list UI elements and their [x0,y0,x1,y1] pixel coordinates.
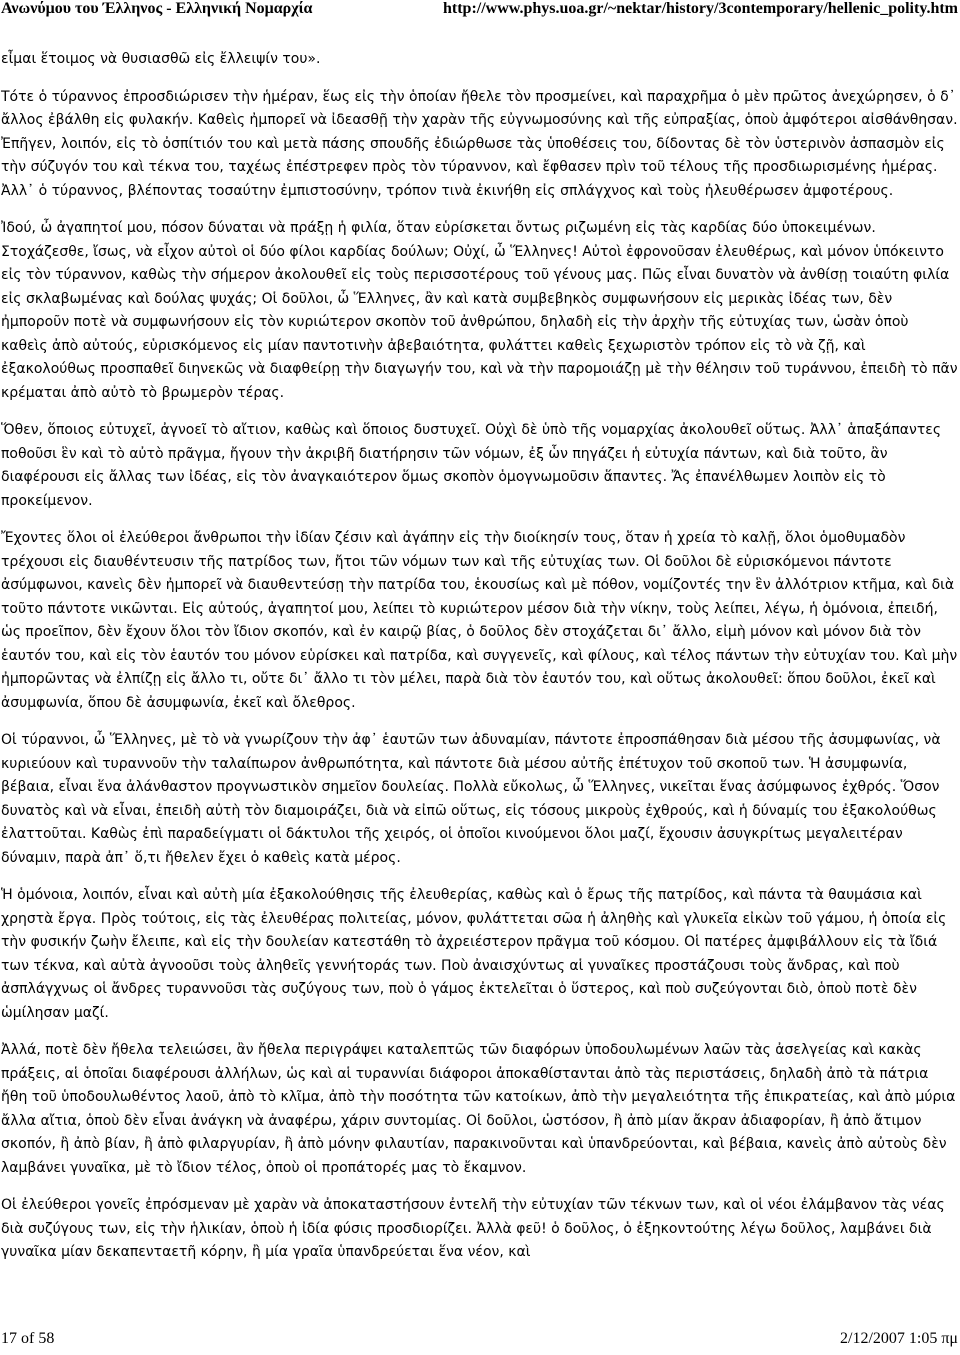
paragraph: Ὅθεν, ὅποιος εὐτυχεῖ, ἀγνοεῖ τὸ αἴτιον, καθὼς καὶ ὅποιος δυστυχεῖ. Οὐχὶ δὲ ὑπὸ τῆς νομαρχίας ἀκολουθεῖ οὕτως. Ἀλλ᾿ ἁπαξάπαντες ποθοῦσι ἓν καὶ τὸ αὐτὸ πρᾶγμα, ἤγουν τὴν ἀκριβῆ διατήρησιν τῶν νόμων, ἐξ ὧν πηγάζει ἡ εὐτυχία πάντων, καὶ διὰ τοῦτο, ἂν διαφέρουσι εἰς ἄλλας των ἰδέας, εἰς τὸν ἀναγκαιότερον ὅμως σκοπὸν ὁμογνωμοῦσιν ἅπαντες. Ἄς ἐπανέλθωμεν λοιπὸν εἰς τὸ προκείμενον. [1,422,942,509]
print-header [0,0,960,24]
paragraph: Τότε ὁ τύραννος ἐπροσδιώρισεν τὴν ἡμέραν, ἕως εἰς τὴν ὁποίαν ἤθελε τὸν προσμείνει, καὶ παραχρῆμα ὁ μὲν πρῶτος ἀνεχώρησεν, ὁ δ᾿ ἄλλος ἐβάλθη εἰς φυλακήν. Καθεὶς ἠμπορεῖ νὰ ἰδεασθῇ τὴν χαρὰν τῆς εὐγνωμοσύνης καὶ τῆς εὐπραξίας, ὁποὺ ἀμφότεροι αἰσθάνθησαν. Ἐπῆγεν, λοιπόν, εἰς τὸ ὀσπίτιόν του καὶ μετὰ πάσης σπουδῆς ἐδιώρθωσε τὰς ὑποθέσεις του, δίδοντας δὲ τὸν ὑστερινὸν ἀσπασμὸν εἰς τὴν σύζυγόν του καὶ τέκνα του, ταχέως ἐπέστρεφεν πρὸς τὸν τύραννον, καὶ ἔφθασεν πρὶν τοῦ τέλους τῆς προσδιωρισμένης ἡμέρας. Ἀλλ᾿ ὁ τύραννος, βλέποντας τοσαύτην ἐμπιστοσύνην, τρόπον τινὰ ἐκινήθη εἰς σπλάγχνος καὶ τοὺς ἠλευθέρωσεν ἀμφοτέρους. [1,88,958,199]
print-footer [0,1330,960,1352]
paragraph: Ἡ ὁμόνοια, λοιπόν, εἶναι καὶ αὐτὴ μία ἐξακολούθησις τῆς ἐλευθερίας, καθὼς καὶ ὁ ἔρως τῆς πατρίδος, καὶ πάντα τὰ θαυμάσια καὶ χρηστὰ ἔργα. Πρὸς τούτοις, εἰς τὰς ἐλευθέρας πολιτείας, μόνον, φυλάττεται σῶα ἡ ἀληθὴς καὶ γλυκεῖα εἰκὼν τοῦ γάμου, ἡ ὁποία εἰς τὴν φυσικήν ζωὴν ἔλειπε, καὶ εἰς τὴν δουλείαν κατεστάθη τὸ ἀχρειέστερον πρᾶγμα τοῦ κόσμου. Οἱ πατέρες ἀμφιβάλλουν εἰς τὰ ἴδιά των τέκνα, καὶ αὐτὰ ἀγνοοῦσι τοὺς ἀληθεῖς γεννήτοράς των. Ποὺ ἀναισχύντως αἱ γυναῖκες προστάζουσι τοὺς ἄνδρας, καὶ ποὺ ἀσπλάγχνως οἱ ἄνδρες τυραννοῦσι τὰς συζύγους των, ποὺ ὁ γάμος ἐκτελεῖται ὁ ὕστερος, καὶ ποὺ συζεύγονται διὸ, ὁποὺ ποτὲ δὲν ὡμίλησαν μαζί. [1,887,947,1021]
paragraph: Ἀλλά, ποτὲ δὲν ἤθελα τελειώσει, ἂν ἤθελα περιγράψει καταλεπτῶς τῶν διαφόρων ὑποδουλωμένων λαῶν τὰς ἀσελγείας καὶ κακὰς πράξεις, αἱ ὁποῖαι διαφέρουσι ἀλλήλων, ὡς καὶ αἱ τυραννίαι διάφοροι ἀποκαθίστανται ἀπὸ τὰς περιστάσεις, δηλαδὴ ἀπὸ τὰ πάτρια ἤθη τοῦ ὑποδουλωθέντος λαοῦ, ἀπὸ τὸ κλῖμα, ἀπὸ τὴν ποσότητα τῶν κατοίκων, ἀπὸ τὴν μεγαλειότητα τῆς ἐπικρατείας, καὶ ἀπὸ μύρια ἄλλα αἴτια, ὁποὺ δὲν εἶναι ἀνάγκη νὰ ἀναφέρω, χάριν συντομίας. Οἱ δοῦλοι, ὡστόσον, ἢ ἀπὸ μίαν ἄκραν ἀδιαφορίαν, ἢ ἀπὸ ἄτιμον σκοπόν, ἢ ἀπὸ βίαν, ἢ ἀπὸ φιλαργυρίαν, ἢ ἀπὸ μόνην φιλαυτίαν, παρακινοῦνται καὶ ὑπανδρεύονται, καὶ βέβαια, κανεὶς ἀπὸ αὐτοὺς δὲν λαμβάνει γυναῖκα, μὲ τὸ ἴδιον τέλος, ὁποὺ οἱ προπάτορές μας τὸ ἔκαμνον. [1,1042,956,1176]
page-number: 17 of 58 [1,1330,55,1347]
paragraph: εἶμαι ἕτοιμος νὰ θυσιασθῶ εἰς ἔλλειψίν του». [1,51,321,67]
paragraph: Ἰδού, ὦ ἀγαπητοί μου, πόσον δύναται νὰ πράξῃ ἡ φιλία, ὅταν εὑρίσκεται ὄντως ριζωμένη εἰς τὰς καρδίας δύο ὑποκειμένων. Στοχάζεσθε, ἴσως, νὰ εἶχον αὐτοὶ οἱ δύο φίλοι καρδίας δούλων; Οὐχί, ὦ Ἕλληνες! Αὐτοὶ ἐφρονοῦσαν ἐλευθέρως, καὶ μόνον ὑπόκειντο εἰς τὸν τύραννον, καθὼς τὴν σήμερον ἀκολουθεῖ εἰς τοὺς περισσοτέρους τοῦ γένους μας. Πῶς εἶναι δυνατὸν νὰ ἀνθίσῃ τοιαύτη φιλία εἰς σκλαβωμένας καὶ δούλας ψυχάς; Οἱ δοῦλοι, ὦ Ἕλληνες, ἂν καὶ κατὰ συμβεβηκὸς συμφωνήσουν εἰς μερικὰς ἰδέας των, δὲν ἠμποροῦν ποτὲ νὰ συμφωνήσουν εἰς τὸν κυριώτερον σκοπὸν τοῦ ἀνθρώπου, δηλαδὴ εἰς τὴν ἀρχὴν τῆς εὐτυχίας των, ὡσὰν ὁποὺ καθεὶς ἀπὸ αὐτούς, εὑρισκόμενος εἰς μίαν παντοτινὴν ἀβεβαιότητα, φυλάττει καθεὶς ξεχωριστὸν τρόπον εἰς τὸ νὰ ζῇ, καὶ ἐξακολούθως προσπαθεῖ διηνεκῶς νὰ διαφθείρῃ τὴν διαγωγήν του, καὶ νὰ τὴν παρομοιάζῃ μὲ τὴν θέλησιν τοῦ τυράννου, ἐπειδὴ τὸ πᾶν κρέμαται ἀπὸ αὐτὸ τὸ βρωμερὸν τέρας. [1,220,958,401]
page-url: http://www.phys.uoa.gr/~nektar/history/3contemporary/hellenic_polity.htm [443,0,958,17]
paragraph: Ἔχοντες ὅλοι οἱ ἐλεύθεροι ἄνθρωποι τὴν ἰδίαν ζέσιν καὶ ἀγάπην εἰς τὴν διοίκησίν τους, ὅταν ἡ χρεία τὸ καλῇ, ὅλοι ὁμοθυμαδὸν τρέχουσι εἰς διαυθέντευσιν τῆς πατρίδος των, ἤτοι τῶν νόμων των καὶ τῆς εὐτυχίας των. Οἱ δοῦλοι δὲ εὑρισκόμενοι πάντοτε ἀσύμφωνοι, κανεὶς δὲν ἠμπορεῖ νὰ διαυθεντεύσῃ τὴν πατρίδα του, ἑκουσίως καὶ μὲ πόθον, νομίζοντές την ἓν ἀλλότριον κτῆμα, καὶ διὰ τοῦτο πάντοτε νικῶνται. Εἰς αὐτούς, ἀγαπητοί μου, λείπει τὸ κυριώτερον μέσον διὰ τὴν νίκην, τοὺς λείπει, λέγω, ἡ ὁμόνοια, ἐπειδή, ὡς προεῖπον, δὲν ἔχουν ὅλοι τὸν ἴδιον σκοπόν, καὶ ἐν καιρῷ βίας, ὁ δοῦλος δὲν στοχάζεται δι᾿ ἄλλο, εἰμὴ μόνον καὶ μόνον διὰ τὸν ἑαυτόν του, καὶ εἰς τὸν ἑαυτόν του μόνον εὑρίσκει καὶ πατρίδα, καὶ συγγενεῖς, καὶ φίλους, καὶ τέλος πάντων τὴν εὐτυχίαν του. Καὶ μὴν ἠμπορῶντας νὰ ἐλπίζῃ εἰς ἄλλο τι, οὔτε δι᾿ ἄλλο τι τὸν μέλει, παρὰ διὰ τὸν ἑαυτόν του, καὶ οὕτως ἀκολουθεῖ: ὅπου δοῦλοι, ἐκεῖ καὶ ἀσυμφωνία, ὅπου δὲ ἀσυμφωνία, ἐκεῖ καὶ ὄλεθρος. [1,530,958,711]
document-body [0,48,958,1279]
paragraph: Οἱ ἐλεύθεροι γονεῖς ἐπρόσμεναν μὲ χαρὰν νὰ ἀποκαταστήσουν ἐντελῆ τὴν εὐτυχίαν τῶν τέκνων των, καὶ οἱ νέοι ἐλάμβανον τὰς νέας διὰ συζύγους των, εἰς τὴν ἡλικίαν, ὁποὺ ἡ ἰδία φύσις προσδιορίζει. Ἀλλὰ φεῦ! ὁ δοῦλος, ὁ ἐξηκοντούτης λέγω δοῦλος, λαμβάνει διὰ γυναῖκα μίαν δεκαπενταετῆ κόρην, ἢ μία γραῖα ὑπανδρεύεται ἕνα νέον, καὶ [1,1197,945,1260]
print-datetime: 2/12/2007 1:05 πμ [840,1330,958,1347]
paragraph: Οἱ τύραννοι, ὦ Ἕλληνες, μὲ τὸ νὰ γνωρίζουν τὴν ἀφ᾿ ἑαυτῶν των ἀδυναμίαν, πάντοτε ἐπροσπάθησαν διὰ μέσου τῆς ἀσυμφωνίας, νὰ κυριεύουν καὶ τυραννοῦν τὴν ταλαίπωρον ἀνθρωπότητα, καὶ πάντοτε διὰ μέσου αὐτῆς ἐπέτυχον τοῦ σκοποῦ των. Ἡ ἀσυμφωνία, βέβαια, εἶναι ἕνα ἀλάνθαστον προγνωστικὸν σημεῖον δουλείας. Πολλὰ εὔκολως, ὦ Ἕλληνες, νικεῖται ἕνας ἀσύμφωνος ἐχθρός. Ὅσον δυνατὸς καὶ νὰ εἶναι, ἐπειδὴ αὐτὴ τὸν διαμοιράζει, διὰ νὰ εἰπῶ οὕτως, εἰς τόσους μικροὺς ἐχθρούς, καὶ ἡ δύναμίς του ἐξακολούθως ἐλαττοῦται. Καθὼς ἐπὶ παραδείγματι οἱ δάκτυλοι τῆς χειρός, οἱ ὁποῖοι κινούμενοι ὅλοι μαζί, ἔχουσιν ἀσυγκρίτως μεγαλειτέραν δύναμιν, παρὰ ἀπ᾿ ὅ,τι ἤθελεν ἔχει ὁ καθεὶς κατὰ μέρος. [1,732,941,866]
page-title: Ανωνύμου του Έλληνος - Ελληνική Νομαρχία [1,0,313,17]
